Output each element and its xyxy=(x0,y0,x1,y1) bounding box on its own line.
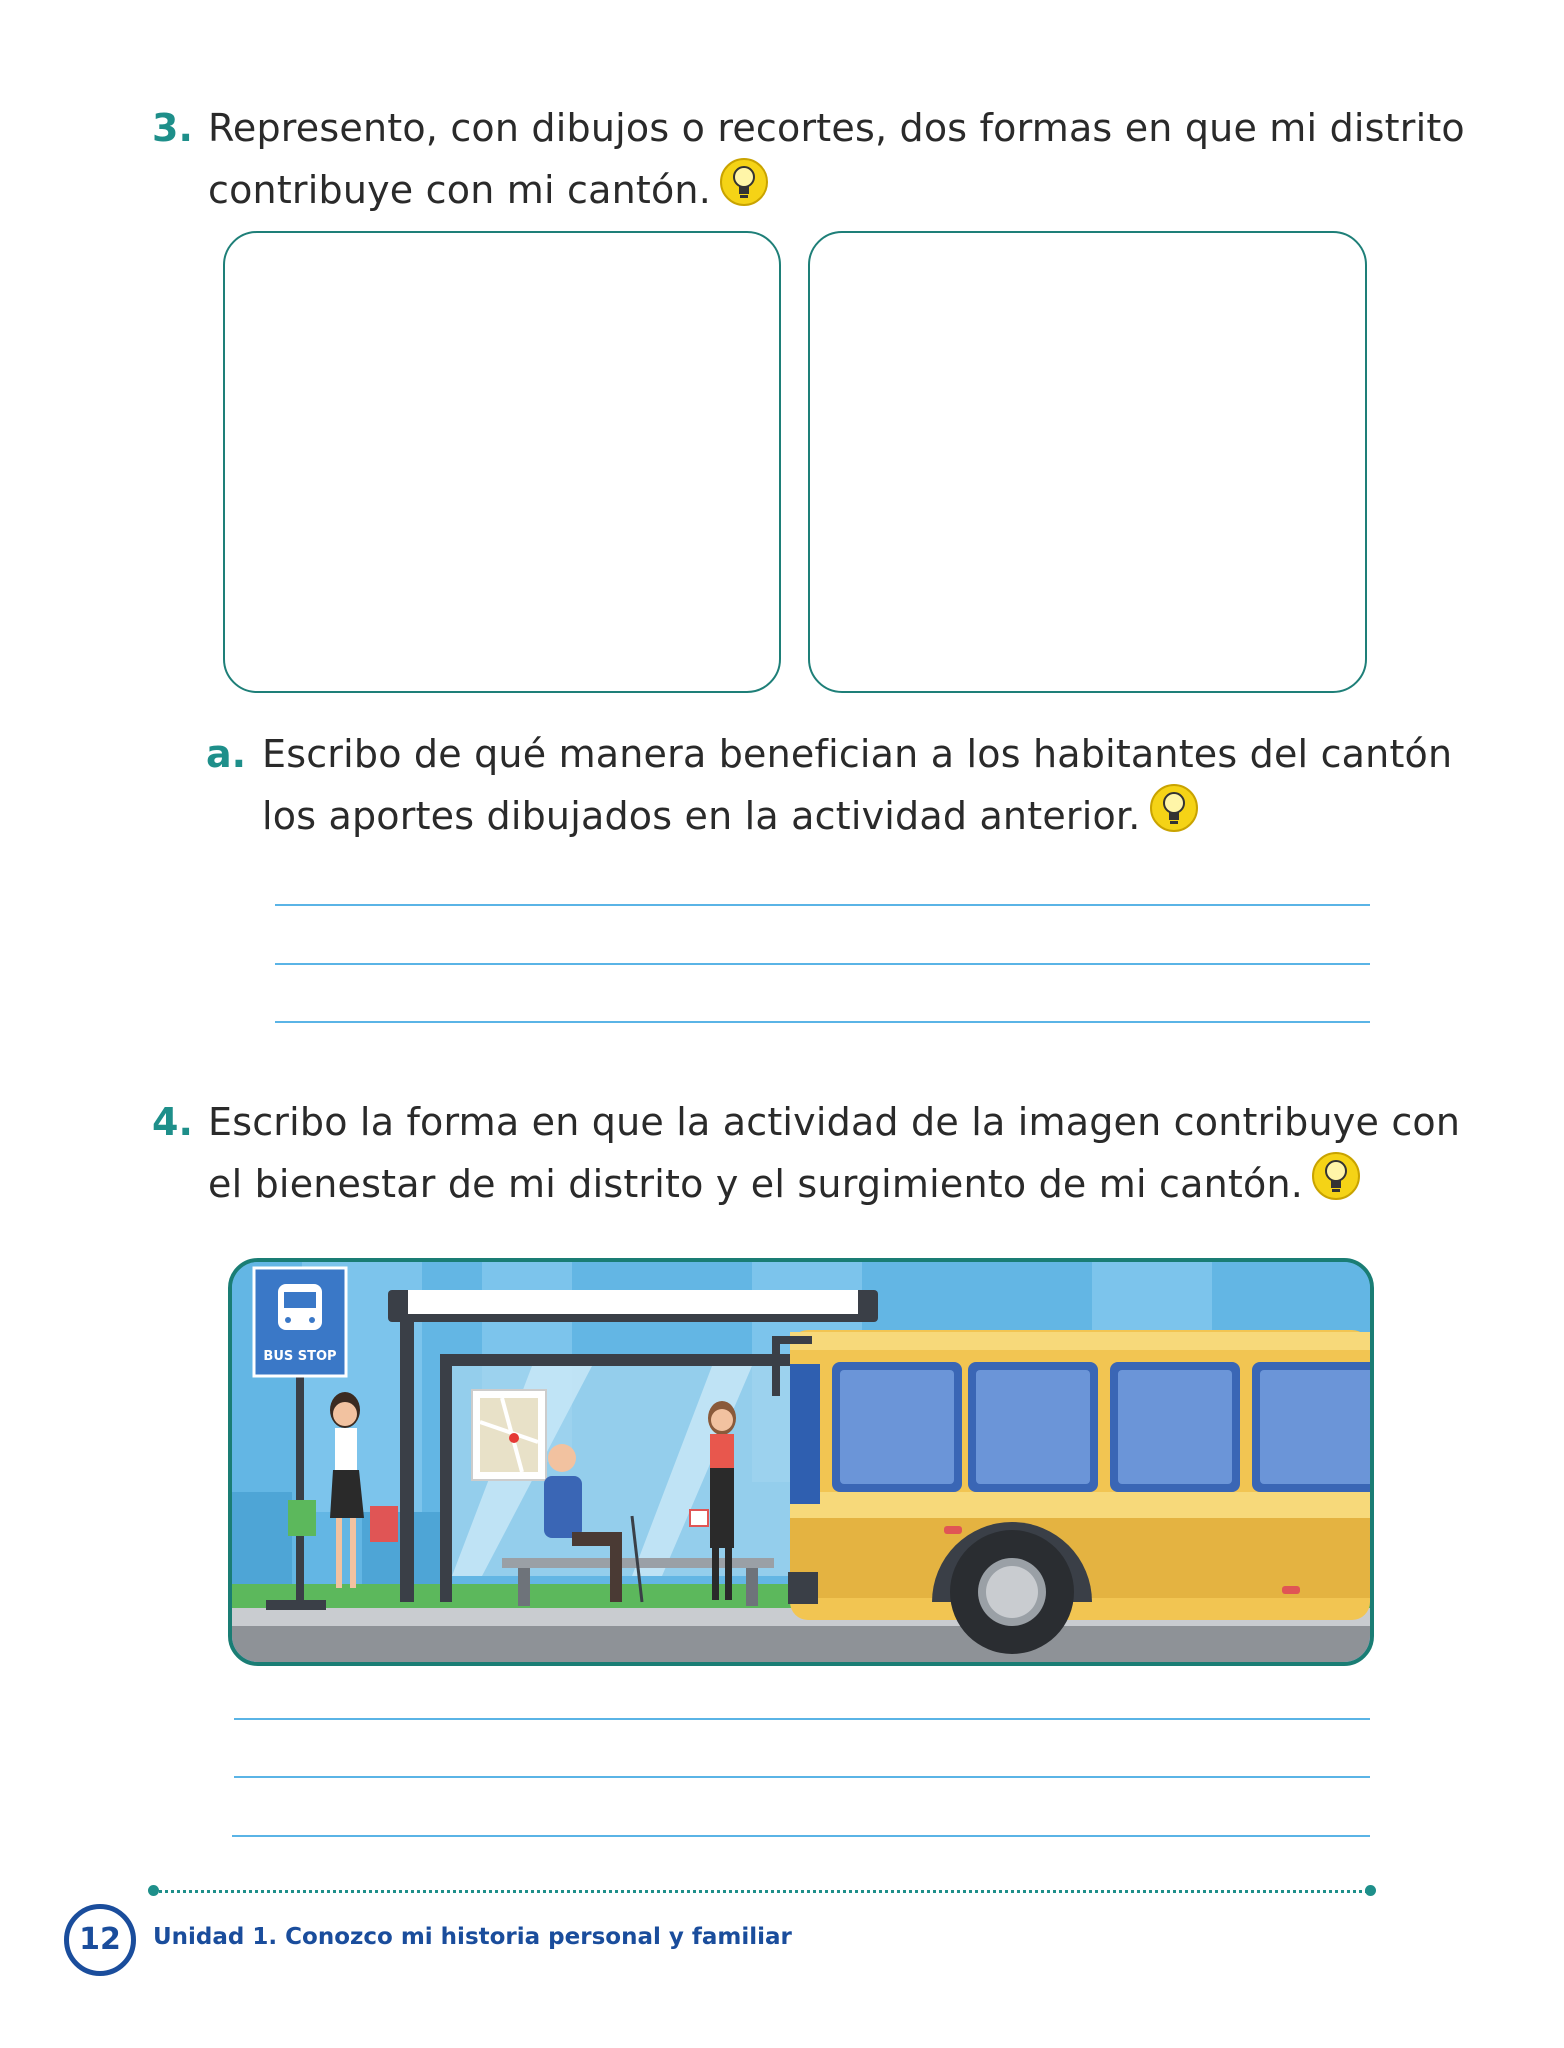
writing-line[interactable] xyxy=(234,1776,1370,1778)
writing-line[interactable] xyxy=(275,904,1370,906)
bus-icon xyxy=(278,1284,322,1330)
question-3-text-line1: Represento, con dibujos o recortes, dos formas en que mi distrito xyxy=(208,106,1465,150)
sub-question-a-letter: a. xyxy=(206,732,247,776)
lightbulb-icon xyxy=(1311,1151,1361,1217)
lightbulb-icon xyxy=(719,157,769,223)
writing-line[interactable] xyxy=(275,1021,1370,1023)
lightbulb-icon xyxy=(1149,783,1199,849)
bus-stop-illustration xyxy=(228,1258,1374,1666)
sub-question-a-line2: los aportes dibujados en la actividad anterior. xyxy=(262,794,1141,838)
unit-title: Unidad 1. Conozco mi historia personal y familiar xyxy=(153,1924,792,1950)
drawing-box-left[interactable] xyxy=(223,231,781,693)
sub-question-a-line1: Escribo de qué manera benefician a los habitantes del cantón xyxy=(262,732,1453,776)
footer-divider xyxy=(152,1890,1374,1893)
writing-line[interactable] xyxy=(232,1835,1370,1837)
question-4-text-line1: Escribo la forma en que la actividad de la imagen contribuye con xyxy=(208,1100,1461,1144)
question-3-text-line2-wrap xyxy=(208,157,769,223)
bus-stop-sign-text: BUS STOP xyxy=(263,1349,337,1364)
writing-line[interactable] xyxy=(275,963,1370,965)
question-3-text-line2: contribuye con mi cantón. xyxy=(208,168,711,212)
question-4-number: 4. xyxy=(152,1100,193,1144)
sub-question-a-line2-wrap xyxy=(262,783,1199,849)
footer-divider-end xyxy=(148,1885,159,1896)
bus-stop-scene xyxy=(232,1262,1370,1662)
drawing-box-right[interactable] xyxy=(808,231,1367,693)
question-3-number: 3. xyxy=(152,106,193,150)
writing-line[interactable] xyxy=(234,1718,1370,1720)
question-4-text-line2-wrap xyxy=(208,1151,1361,1217)
question-4-text-line2: el bienestar de mi distrito y el surgimiento de mi cantón. xyxy=(208,1162,1304,1206)
footer-divider-end xyxy=(1365,1885,1376,1896)
page-number: 12 xyxy=(64,1904,136,1976)
